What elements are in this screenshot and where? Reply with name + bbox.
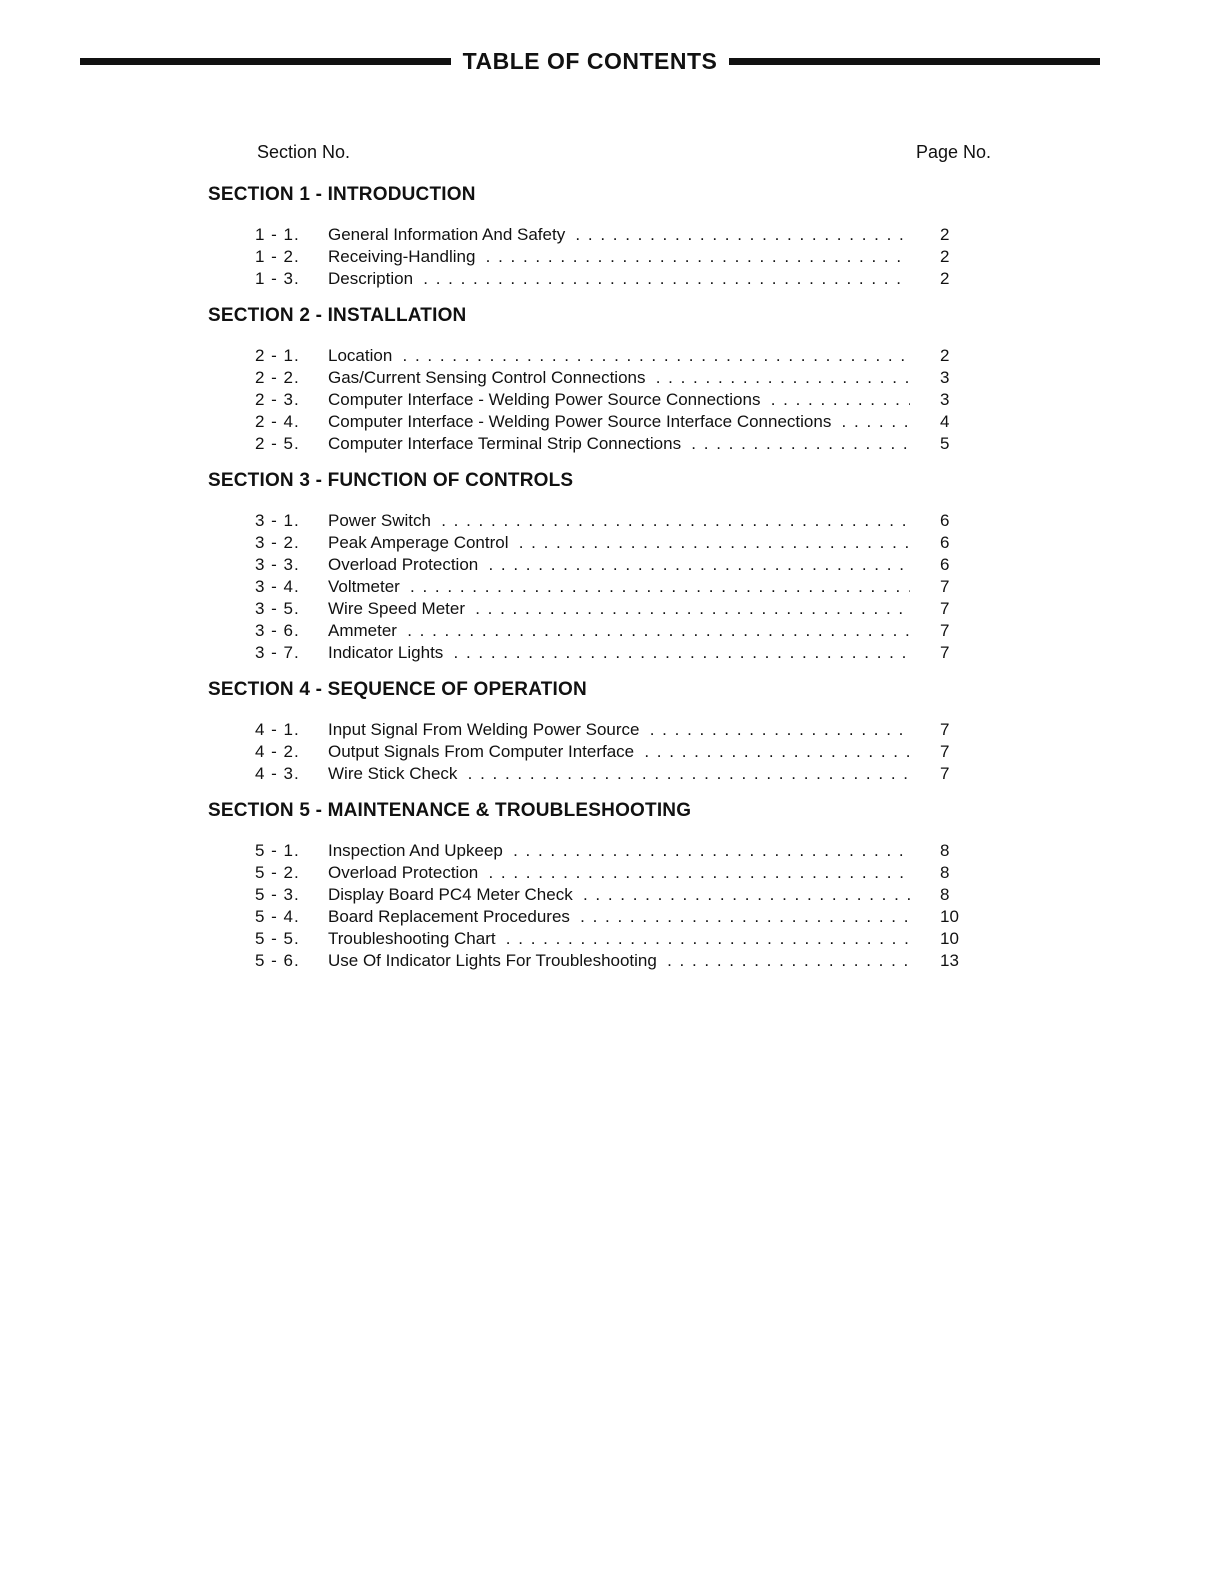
entry-label — [328, 389, 910, 411]
entry-number: 1 - 2. — [255, 247, 300, 266]
entry-label-text: Wire Speed Meter — [328, 599, 469, 618]
entry-label — [328, 411, 910, 433]
entry-number: 1 - 1. — [255, 225, 300, 244]
entry-label — [328, 950, 910, 972]
entry-page: 2 — [940, 346, 950, 365]
entry-number: 4 - 2. — [255, 742, 300, 761]
entry-label-text: Description — [328, 269, 417, 288]
toc-entry — [208, 884, 1008, 906]
entry-page: 3 — [940, 368, 950, 387]
entry-label — [328, 719, 910, 741]
entry-label — [328, 576, 910, 598]
toc-entry — [208, 532, 1008, 554]
entry-page: 6 — [940, 555, 950, 574]
toc-entry — [208, 763, 1008, 785]
entry-label — [328, 840, 910, 862]
entry-page: 10 — [940, 907, 959, 926]
entry-label-text: Overload Protection — [328, 863, 482, 882]
entry-number: 3 - 3. — [255, 555, 300, 574]
entry-page: 8 — [940, 863, 950, 882]
entry-label-text: Troubleshooting Chart — [328, 929, 500, 948]
entry-label — [328, 268, 910, 290]
entry-number: 1 - 3. — [255, 269, 300, 288]
toc-entry — [208, 598, 1008, 620]
entry-number: 3 - 7. — [255, 643, 300, 662]
header-rule-right — [729, 58, 1100, 65]
toc-entry — [208, 620, 1008, 642]
entry-label-text: Overload Protection — [328, 555, 482, 574]
toc-entry — [208, 642, 1008, 664]
entry-label-text: Voltmeter — [328, 577, 404, 596]
entry-number: 4 - 3. — [255, 764, 300, 783]
entry-page: 7 — [940, 742, 950, 761]
entry-label — [328, 345, 910, 367]
toc-entry — [208, 411, 1008, 433]
entry-label-text: Output Signals From Computer Interface — [328, 742, 638, 761]
section-title: SECTION 5 - MAINTENANCE & TROUBLESHOOTING — [208, 800, 692, 821]
entry-label-text: Location — [328, 346, 396, 365]
entry-page: 10 — [940, 929, 959, 948]
entry-label — [328, 246, 910, 268]
toc-entry — [208, 268, 1008, 290]
header-rule-left — [80, 58, 451, 65]
entry-page: 3 — [940, 390, 950, 409]
entry-page: 2 — [940, 269, 950, 288]
section-title: SECTION 2 - INSTALLATION — [208, 305, 467, 326]
entry-label-text: Inspection And Upkeep — [328, 841, 507, 860]
entry-number: 3 - 5. — [255, 599, 300, 618]
entry-page: 6 — [940, 533, 950, 552]
toc-section — [208, 677, 1008, 785]
entry-number: 5 - 1. — [255, 841, 300, 860]
entry-label — [328, 510, 910, 532]
toc-entry — [208, 741, 1008, 763]
entry-label-text: Ammeter — [328, 621, 401, 640]
entry-label — [328, 862, 910, 884]
entry-label — [328, 554, 910, 576]
toc-entry — [208, 840, 1008, 862]
entry-page: 7 — [940, 599, 950, 618]
entry-number: 4 - 1. — [255, 720, 300, 739]
entry-label — [328, 928, 910, 950]
entry-page: 7 — [940, 621, 950, 640]
entry-number: 3 - 6. — [255, 621, 300, 640]
entry-label-text: Receiving-Handling — [328, 247, 479, 266]
entry-page: 8 — [940, 841, 950, 860]
entry-label — [328, 620, 910, 642]
entry-label — [328, 367, 910, 389]
toc-entry — [208, 906, 1008, 928]
page-title: TABLE OF CONTENTS — [462, 47, 718, 74]
entry-label — [328, 598, 910, 620]
entry-label — [328, 532, 910, 554]
entry-label — [328, 642, 910, 664]
section-title: SECTION 1 - INTRODUCTION — [208, 184, 476, 205]
entry-label-text: Computer Interface Terminal Strip Connections — [328, 434, 685, 453]
section-title: SECTION 3 - FUNCTION OF CONTROLS — [208, 470, 574, 491]
entry-label-text: General Information And Safety — [328, 225, 569, 244]
entry-label-text: Board Replacement Procedures — [328, 907, 574, 926]
entry-page: 5 — [940, 434, 950, 453]
entry-label — [328, 884, 910, 906]
entry-label — [328, 433, 910, 455]
entry-label-text: Power Switch — [328, 511, 435, 530]
entry-number: 5 - 3. — [255, 885, 300, 904]
entry-label — [328, 906, 910, 928]
entry-page: 7 — [940, 720, 950, 739]
entry-label-text: Wire Stick Check — [328, 764, 461, 783]
entry-number: 3 - 1. — [255, 511, 300, 530]
section-title: SECTION 4 - SEQUENCE OF OPERATION — [208, 679, 587, 700]
toc-section — [208, 182, 1008, 290]
entry-number: 2 - 4. — [255, 412, 300, 431]
entry-number: 5 - 6. — [255, 951, 300, 970]
entry-page: 6 — [940, 511, 950, 530]
entry-number: 3 - 4. — [255, 577, 300, 596]
entry-label — [328, 763, 910, 785]
toc-entry — [208, 345, 1008, 367]
entry-number: 2 - 2. — [255, 368, 300, 387]
entry-page: 13 — [940, 951, 959, 970]
entry-number: 2 - 1. — [255, 346, 300, 365]
entry-number: 2 - 3. — [255, 390, 300, 409]
toc-entry — [208, 367, 1008, 389]
toc-entry — [208, 389, 1008, 411]
toc-entry — [208, 928, 1008, 950]
toc-entry — [208, 224, 1008, 246]
section-no-heading: Section No. — [257, 142, 351, 162]
entry-label-text: Peak Amperage Control — [328, 533, 513, 552]
entry-number: 5 - 5. — [255, 929, 300, 948]
entry-page: 7 — [940, 643, 950, 662]
entry-page: 8 — [940, 885, 950, 904]
entry-page: 2 — [940, 225, 950, 244]
entry-label-text: Display Board PC4 Meter Check — [328, 885, 577, 904]
entry-page: 4 — [940, 412, 950, 431]
toc-entry — [208, 510, 1008, 532]
toc-section — [208, 303, 1008, 455]
entry-label-text: Input Signal From Welding Power Source — [328, 720, 644, 739]
toc-entry — [208, 433, 1008, 455]
toc-entry — [208, 576, 1008, 598]
page-no-heading: Page No. — [916, 142, 992, 162]
entry-page: 7 — [940, 577, 950, 596]
entry-label-text: Use Of Indicator Lights For Troubleshooting — [328, 951, 661, 970]
entry-label — [328, 741, 910, 763]
toc-entry — [208, 246, 1008, 268]
entry-page: 7 — [940, 764, 950, 783]
entry-page: 2 — [940, 247, 950, 266]
entry-label-text: Gas/Current Sensing Control Connections — [328, 368, 650, 387]
toc-section — [208, 798, 1008, 972]
toc-entry — [208, 719, 1008, 741]
entry-label-text: Computer Interface - Welding Power Source Interface Connections — [328, 412, 835, 431]
page-header — [80, 46, 1100, 76]
toc-entry — [208, 554, 1008, 576]
entry-label-text: Computer Interface - Welding Power Source Connections — [328, 390, 764, 409]
entry-label — [328, 224, 910, 246]
entry-number: 5 - 2. — [255, 863, 300, 882]
toc-section — [208, 468, 1008, 664]
toc-entry — [208, 950, 1008, 972]
entry-number: 2 - 5. — [255, 434, 300, 453]
entry-number: 5 - 4. — [255, 907, 300, 926]
toc-entry — [208, 862, 1008, 884]
entry-number: 3 - 2. — [255, 533, 300, 552]
table-of-contents — [208, 182, 1008, 985]
entry-label-text: Indicator Lights — [328, 643, 447, 662]
